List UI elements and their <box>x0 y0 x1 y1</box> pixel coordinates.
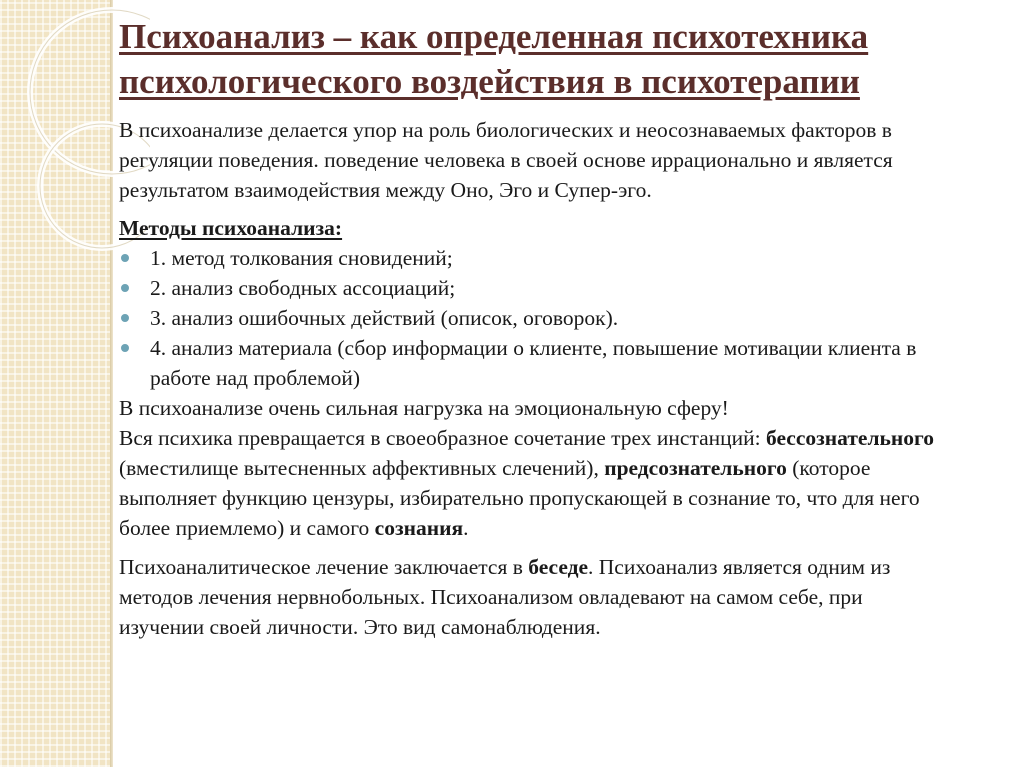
treatment-rest: . Психоанализ является одним из методов лечения нервнобольных. Психоанализом овладевают на самом себе, при изучении своей личности. Это вид самонаблюдения. <box>119 555 891 639</box>
bullet-icon <box>121 254 129 262</box>
methods-heading: Методы психоанализа: <box>119 216 343 240</box>
title-line-1: Психоанализ – как определенная психотехника <box>119 17 869 56</box>
intro-paragraph: В психоанализе делается упор на роль биологических и неосознаваемых факторов в регуляции поведения. поведение человека в своей основе иррационально и является результатом взаимодействия между Оно, Эго и Супер-эго. <box>119 118 893 202</box>
psyche-lead: Вся психика превращается в своеобразное сочетание трех инстанций: <box>119 426 761 450</box>
term-conscious: сознания <box>374 516 464 540</box>
desc-preconscious: (которое выполняет функцию цензуры, избирательно пропускающей в сознание то, что для него более приемлемо) и самого <box>119 456 920 540</box>
treatment-lead: Психоаналитическое лечение заключается в <box>119 555 523 579</box>
slide-body <box>119 115 949 642</box>
emotional-load-paragraph: В психоанализе очень сильная нагрузка на эмоциональную сферу! <box>119 396 729 420</box>
term-conversation: беседе <box>528 555 589 579</box>
methods-list <box>119 243 949 393</box>
title-line-2: психологического воздействия в психотерапии <box>119 62 860 101</box>
psyche-paragraph <box>119 423 949 543</box>
list-item: 3. анализ ошибочных действий (описок, оговорок). <box>119 303 949 333</box>
bullet-icon <box>121 284 129 292</box>
bullet-icon <box>121 314 129 322</box>
desc-unconscious: (вместилище вытесненных аффективных слечений), <box>119 456 599 480</box>
psyche-end: . <box>463 516 469 540</box>
list-item: 4. анализ материала (сбор информации о клиенте, повышение мотивации клиента в работе над проблемой) <box>119 333 949 393</box>
term-preconscious: предсознательного <box>604 456 787 480</box>
term-unconscious: бессознательного <box>766 426 935 450</box>
list-item: 1. метод толкования сновидений; <box>119 243 949 273</box>
slide-title <box>119 14 999 104</box>
bullet-icon <box>121 344 129 352</box>
list-item: 2. анализ свободных ассоциаций; <box>119 273 949 303</box>
treatment-paragraph <box>119 552 949 642</box>
